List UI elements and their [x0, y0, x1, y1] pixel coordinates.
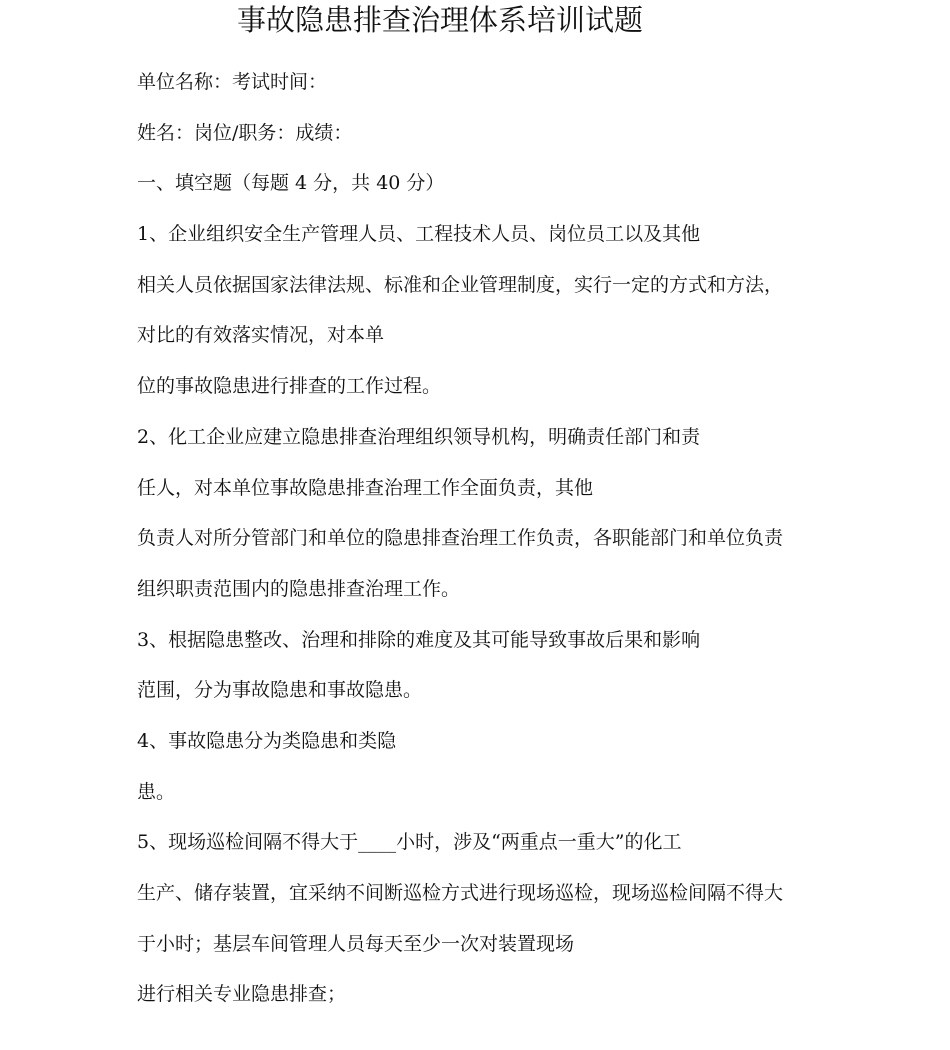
question-5-line-1: 5、现场巡检间隔不得大于____小时，涉及“两重点一重大”的化工: [137, 831, 682, 854]
section-heading-fill-in-blank: 一、填空题（每题 4 分，共 40 分）: [137, 172, 445, 195]
document-title: 事故隐患排查治理体系培训试题: [236, 3, 643, 37]
question-2-line-3: 负责人对所分管部门和单位的隐患排查治理工作负责，各职能部门和单位负责: [137, 527, 784, 550]
question-2-line-1: 2、化工企业应建立隐患排查治理组织领导机构，明确责任部门和责: [137, 425, 701, 448]
question-1-line-4: 位的事故隐患进行排查的工作过程。: [137, 375, 442, 398]
question-5-line-4: 进行相关专业隐患排查；: [137, 983, 347, 1006]
question-1-line-1: 1、企业组织安全生产管理人员、工程技术人员、岗位员工以及其他: [137, 223, 701, 246]
question-1-line-3: 对比的有效落实情况，对本单: [137, 324, 385, 347]
name-position-score-line: 姓名：岗位/职务：成绩：: [137, 121, 353, 144]
question-4-line-1: 4、事故隐患分为类隐患和类隐: [137, 729, 397, 752]
question-2-line-2: 任人，对本单位事故隐患排查治理工作全面负责，其他: [137, 476, 594, 499]
question-1-line-2: 相关人员依据国家法律法规、标准和企业管理制度，实行一定的方式和方法，: [137, 273, 784, 296]
document-body: [137, 57, 837, 1020]
question-3-line-1: 3、根据隐患整改、治理和排除的难度及其可能导致事故后果和影响: [137, 628, 701, 651]
question-4-line-2: 患。: [137, 780, 176, 803]
question-2-line-4: 组织职责范围内的隐患排查治理工作。: [137, 577, 461, 600]
question-5-line-2: 生产、储存装置，宜采纳不间断巡检方式进行现场巡检，现场巡检间隔不得大: [137, 882, 784, 904]
question-3-line-2: 范围，分为事故隐患和事故隐患。: [137, 679, 423, 702]
question-5-line-3: 于小时；基层车间管理人员每天至少一次对装置现场: [137, 932, 575, 955]
unit-exam-time-line: 单位名称：考试时间：: [137, 71, 328, 93]
